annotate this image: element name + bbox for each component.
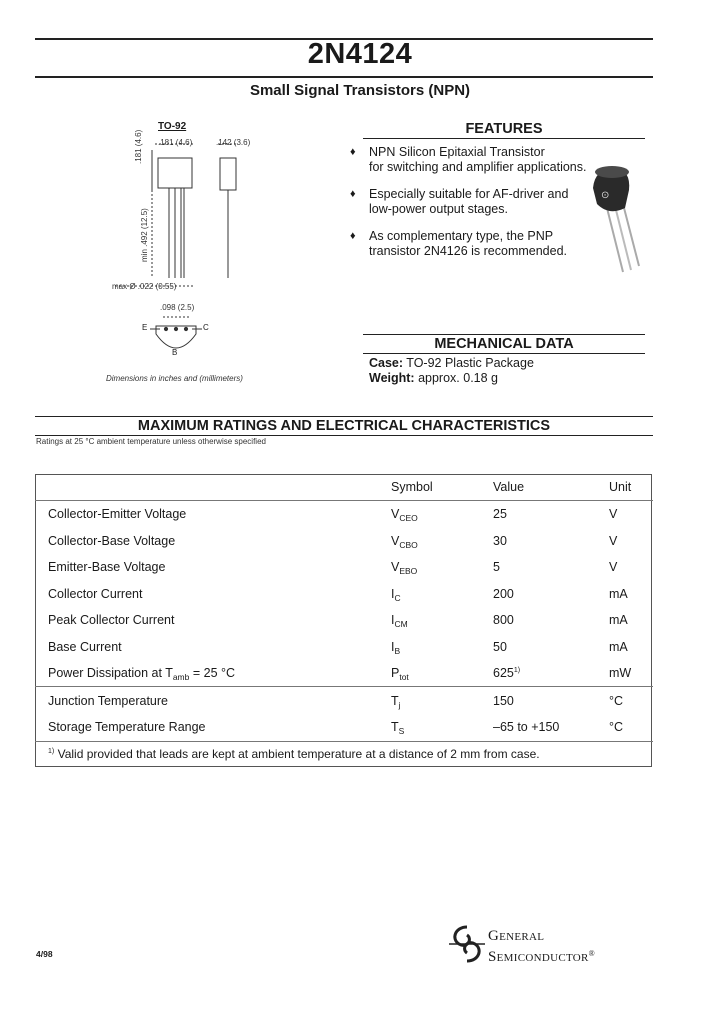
symbol-cell: $T_S$ xyxy=(391,720,405,736)
unit-cell: V xyxy=(609,507,618,521)
feature-item xyxy=(369,145,586,175)
value-cell: 5 xyxy=(493,560,500,574)
unit-cell: °C xyxy=(609,720,624,734)
param-cell: Base Current xyxy=(48,640,122,654)
mechanical-top-rule xyxy=(363,334,645,335)
unit-cell: V xyxy=(609,560,618,574)
unit-cell: mA xyxy=(609,587,628,601)
company-logo-icon xyxy=(447,925,487,963)
revision-date: 4/98 xyxy=(36,949,53,959)
param-cell: Collector-Emitter Voltage xyxy=(48,507,187,521)
feature-line: low-power output stages. xyxy=(369,202,508,216)
case-line xyxy=(369,356,534,371)
param-cell: Collector Current xyxy=(48,587,143,601)
symbol-cell: $I_{CM}$ xyxy=(391,613,408,629)
case-value: TO-92 Plastic Package xyxy=(406,356,534,370)
mechanical-heading: MECHANICAL DATA xyxy=(434,336,574,352)
side-view xyxy=(218,144,238,278)
param-cell: Collector-Base Voltage xyxy=(48,534,176,548)
unit-cell: V xyxy=(609,534,618,548)
value-cell: 200 xyxy=(493,587,514,601)
footnote-mark: 1) xyxy=(48,748,55,755)
feature-line: transistor 2N4126 is recommended. xyxy=(369,244,568,258)
company-name xyxy=(488,928,595,966)
value-cell: 25 xyxy=(493,507,507,521)
page-subtitle: Small Signal Transistors (NPN) xyxy=(249,82,471,99)
param-cell: Storage Temperature Range xyxy=(48,720,206,734)
feature-item xyxy=(369,229,567,259)
dim-pin-pitch: .098 (2.5) xyxy=(160,303,195,312)
value-cell: 50 xyxy=(493,640,507,654)
param-cell: Junction Temperature xyxy=(48,694,168,708)
dim-body-height: .181 (4.6) xyxy=(134,129,143,164)
dim-top-width: .181 (4.6) xyxy=(158,138,193,147)
case-label: Case: xyxy=(369,356,404,370)
symbol-cell: $V_{EBO}$ xyxy=(391,560,418,576)
transistor-photo xyxy=(585,160,655,280)
features-rule xyxy=(363,138,645,139)
table-header-rule xyxy=(35,500,653,501)
company-name-line2: Semiconductor® xyxy=(488,949,596,965)
symbol-cell: $T_j$ xyxy=(391,694,401,710)
unit-cell: °C xyxy=(609,694,624,708)
value-cell: –65 to +150 xyxy=(493,720,560,734)
mechanical-rule xyxy=(363,353,645,354)
table-footnote-rule xyxy=(35,741,653,742)
symbol-cell: $V_{CEO}$ xyxy=(391,507,418,523)
value-cell: 30 xyxy=(493,534,507,548)
features-heading: FEATURES xyxy=(465,121,543,137)
symbol-cell: $V_{CBO}$ xyxy=(391,534,418,550)
param-cell: Emitter-Base Voltage xyxy=(48,560,166,574)
title-rule xyxy=(35,76,653,78)
pinout-view xyxy=(150,317,202,348)
col-header-value: Value xyxy=(493,480,525,494)
weight-value: approx. 0.18 g xyxy=(418,371,498,385)
registered-mark: ® xyxy=(588,949,596,958)
pin-label-e: E xyxy=(142,323,148,332)
feature-bullet-icon: ♦ xyxy=(350,230,356,242)
front-view xyxy=(115,144,195,286)
package-label: TO-92 xyxy=(158,121,187,132)
ratings-head-rule xyxy=(35,435,653,436)
dim-top-depth: .142 (3.6) xyxy=(216,138,251,147)
package-drawing xyxy=(100,130,280,380)
feature-line: NPN Silicon Epitaxial Transistor xyxy=(369,145,545,159)
col-header-unit: Unit xyxy=(609,480,632,494)
col-header-symbol: Symbol xyxy=(391,480,433,494)
value-cell: 150 xyxy=(493,694,514,708)
ratings-top-rule xyxy=(35,416,653,417)
symbol-cell: $I_B$ xyxy=(391,640,401,656)
page-title: 2N4124 xyxy=(307,38,413,70)
footnote-text: Valid provided that leads are kept at ambient temperature at a distance of 2 mm from case. xyxy=(57,747,540,761)
feature-item xyxy=(369,187,568,217)
param-cell: Peak Collector Current xyxy=(48,613,175,627)
unit-cell: mW xyxy=(609,666,632,680)
company-name-line1: General xyxy=(488,928,545,944)
unit-cell: mA xyxy=(609,613,628,627)
dim-lead-diameter: max Ø .022 (0.55) xyxy=(112,282,177,291)
table-footnote xyxy=(48,747,540,761)
value-cell: 625$^{1)}$ xyxy=(493,666,521,680)
value-cell: 800 xyxy=(493,613,514,627)
symbol-cell: $P_{tot}$ xyxy=(391,666,409,682)
symbol-cell: $I_C$ xyxy=(391,587,401,603)
pin-label-b: B xyxy=(172,348,178,357)
weight-label: Weight: xyxy=(369,371,415,385)
ratings-note: Ratings at 25 °C ambient temperature unless otherwise specified xyxy=(36,437,266,446)
feature-line: As complementary type, the PNP xyxy=(369,229,554,243)
pin-label-c: C xyxy=(203,323,209,332)
table-group-rule xyxy=(35,686,653,687)
svg-text:⊙: ⊙ xyxy=(601,190,610,201)
feature-bullet-icon: ♦ xyxy=(350,146,356,158)
unit-cell: mA xyxy=(609,640,628,654)
feature-line: for switching and amplifier applications. xyxy=(369,160,587,174)
feature-line: Especially suitable for AF-driver and xyxy=(369,187,569,201)
weight-line xyxy=(369,371,498,386)
drawing-caption: Dimensions in inches and (millimeters) xyxy=(106,374,243,383)
feature-bullet-icon: ♦ xyxy=(350,188,356,200)
param-cell: Power Dissipation at $T_{amb} = 25$ °C xyxy=(48,666,236,682)
ratings-heading: MAXIMUM RATINGS AND ELECTRICAL CHARACTERISTICS xyxy=(137,418,551,434)
dim-lead-length: min .492 (12.5) xyxy=(140,208,149,262)
